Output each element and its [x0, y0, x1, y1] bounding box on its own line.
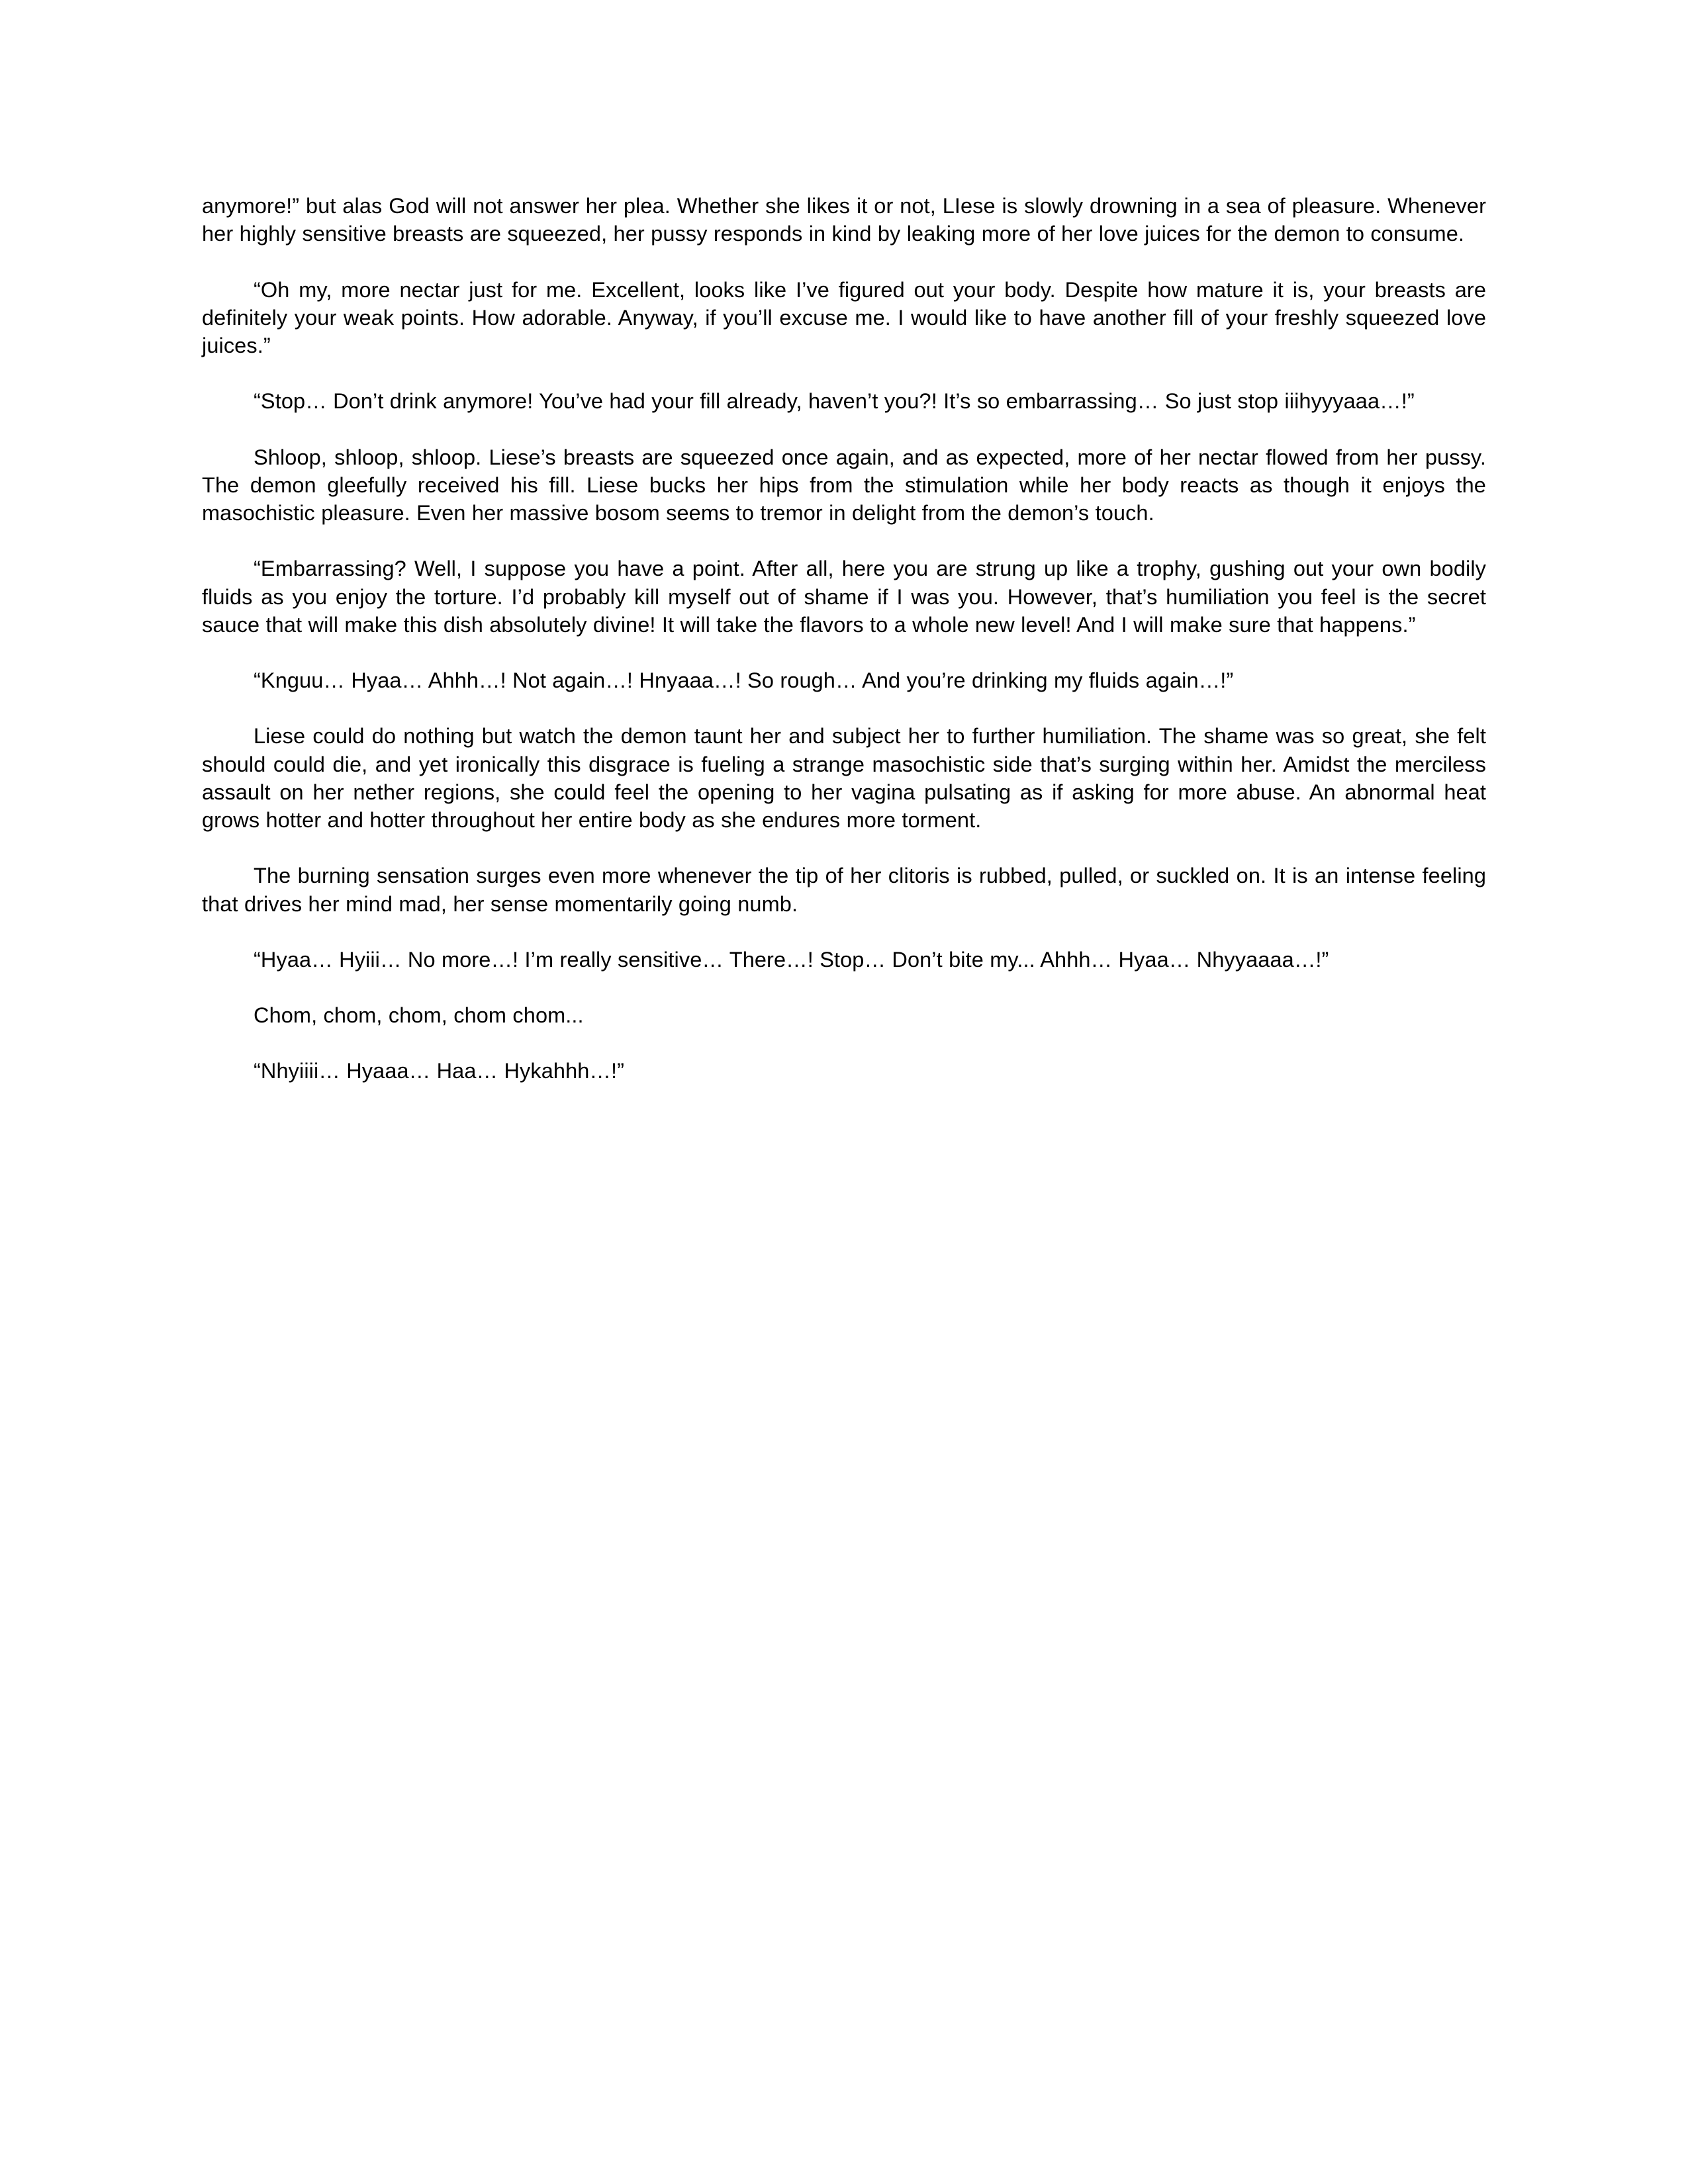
paragraph: “Knguu… Hyaa… Ahhh…! Not again…! Hnyaaa…! So rough… And you’re drinking my fluids again…!” — [254, 668, 1234, 692]
paragraph: “Embarrassing? Well, I suppose you have a point. After all, here you are strung up like a trophy, gushing out your own bodily fluids as you enjoy the torture. I’d probably kill myself out of shame if I was you. However, that’s humiliation you feel is the secret sauce that will make this dish absolutely divine! It will take the flavors to a whole new level! And I will make sure that happens.” — [202, 557, 1486, 637]
paragraph: Liese could do nothing but watch the demon taunt her and subject her to further humiliation. The shame was so great, she felt should could die, and yet ironically this disgrace is fueling a strange masochistic side that’s surging within her. Amidst the merciless assault on her nether regions, she could feel the opening to her vagina pulsating as if asking for more abuse. An abnormal heat grows hotter and hotter throughout her entire body as she endures more torment. — [202, 724, 1486, 832]
paragraph: The burning sensation surges even more whenever the tip of her clitoris is rubbed, pulled, or suckled on. It is an intense feeling that drives her mind mad, her sense momentarily going numb. — [202, 864, 1486, 916]
document-body — [202, 192, 1486, 1085]
paragraph: “Nhyiiii… Hyaaa… Haa… Hykahhh…!” — [254, 1059, 625, 1083]
paragraph: “Stop… Don’t drink anymore! You’ve had your fill already, haven’t you?! It’s so embarrassing… So just stop iiihyyyaaa…!” — [254, 389, 1415, 414]
paragraph: “Oh my, more nectar just for me. Excellent, looks like I’ve figured out your body. Despite how mature it is, your breasts are definitely your weak points. How adorable. Anyway, if you’ll excuse me. I would like to have another fill of your freshly squeezed love juices.” — [202, 277, 1486, 357]
paragraph: Shloop, shloop, shloop. Liese’s breasts are squeezed once again, and as expected, more of her nectar flowed from her pussy. The demon gleefully received his fill. Liese bucks her hips from the stimulation while her body reacts as though it enjoys the masochistic pleasure. Even her massive bosom seems to tremor in delight from the demon’s touch. — [202, 445, 1486, 525]
paragraph: anymore!” but alas God will not answer her plea. Whether she likes it or not, LIese is slowly drowning in a sea of pleasure. Whenever her highly sensitive breasts are squeezed, her pussy responds in kind by leaking more of her love juices for the demon to consume. — [202, 194, 1486, 246]
paragraph: Chom, chom, chom, chom chom... — [254, 1003, 584, 1027]
paragraph: “Hyaa… Hyiii… No more…! I’m really sensitive… There…! Stop… Don’t bite my... Ahhh… Hyaa… Nhyyaaaa…!” — [254, 947, 1329, 972]
